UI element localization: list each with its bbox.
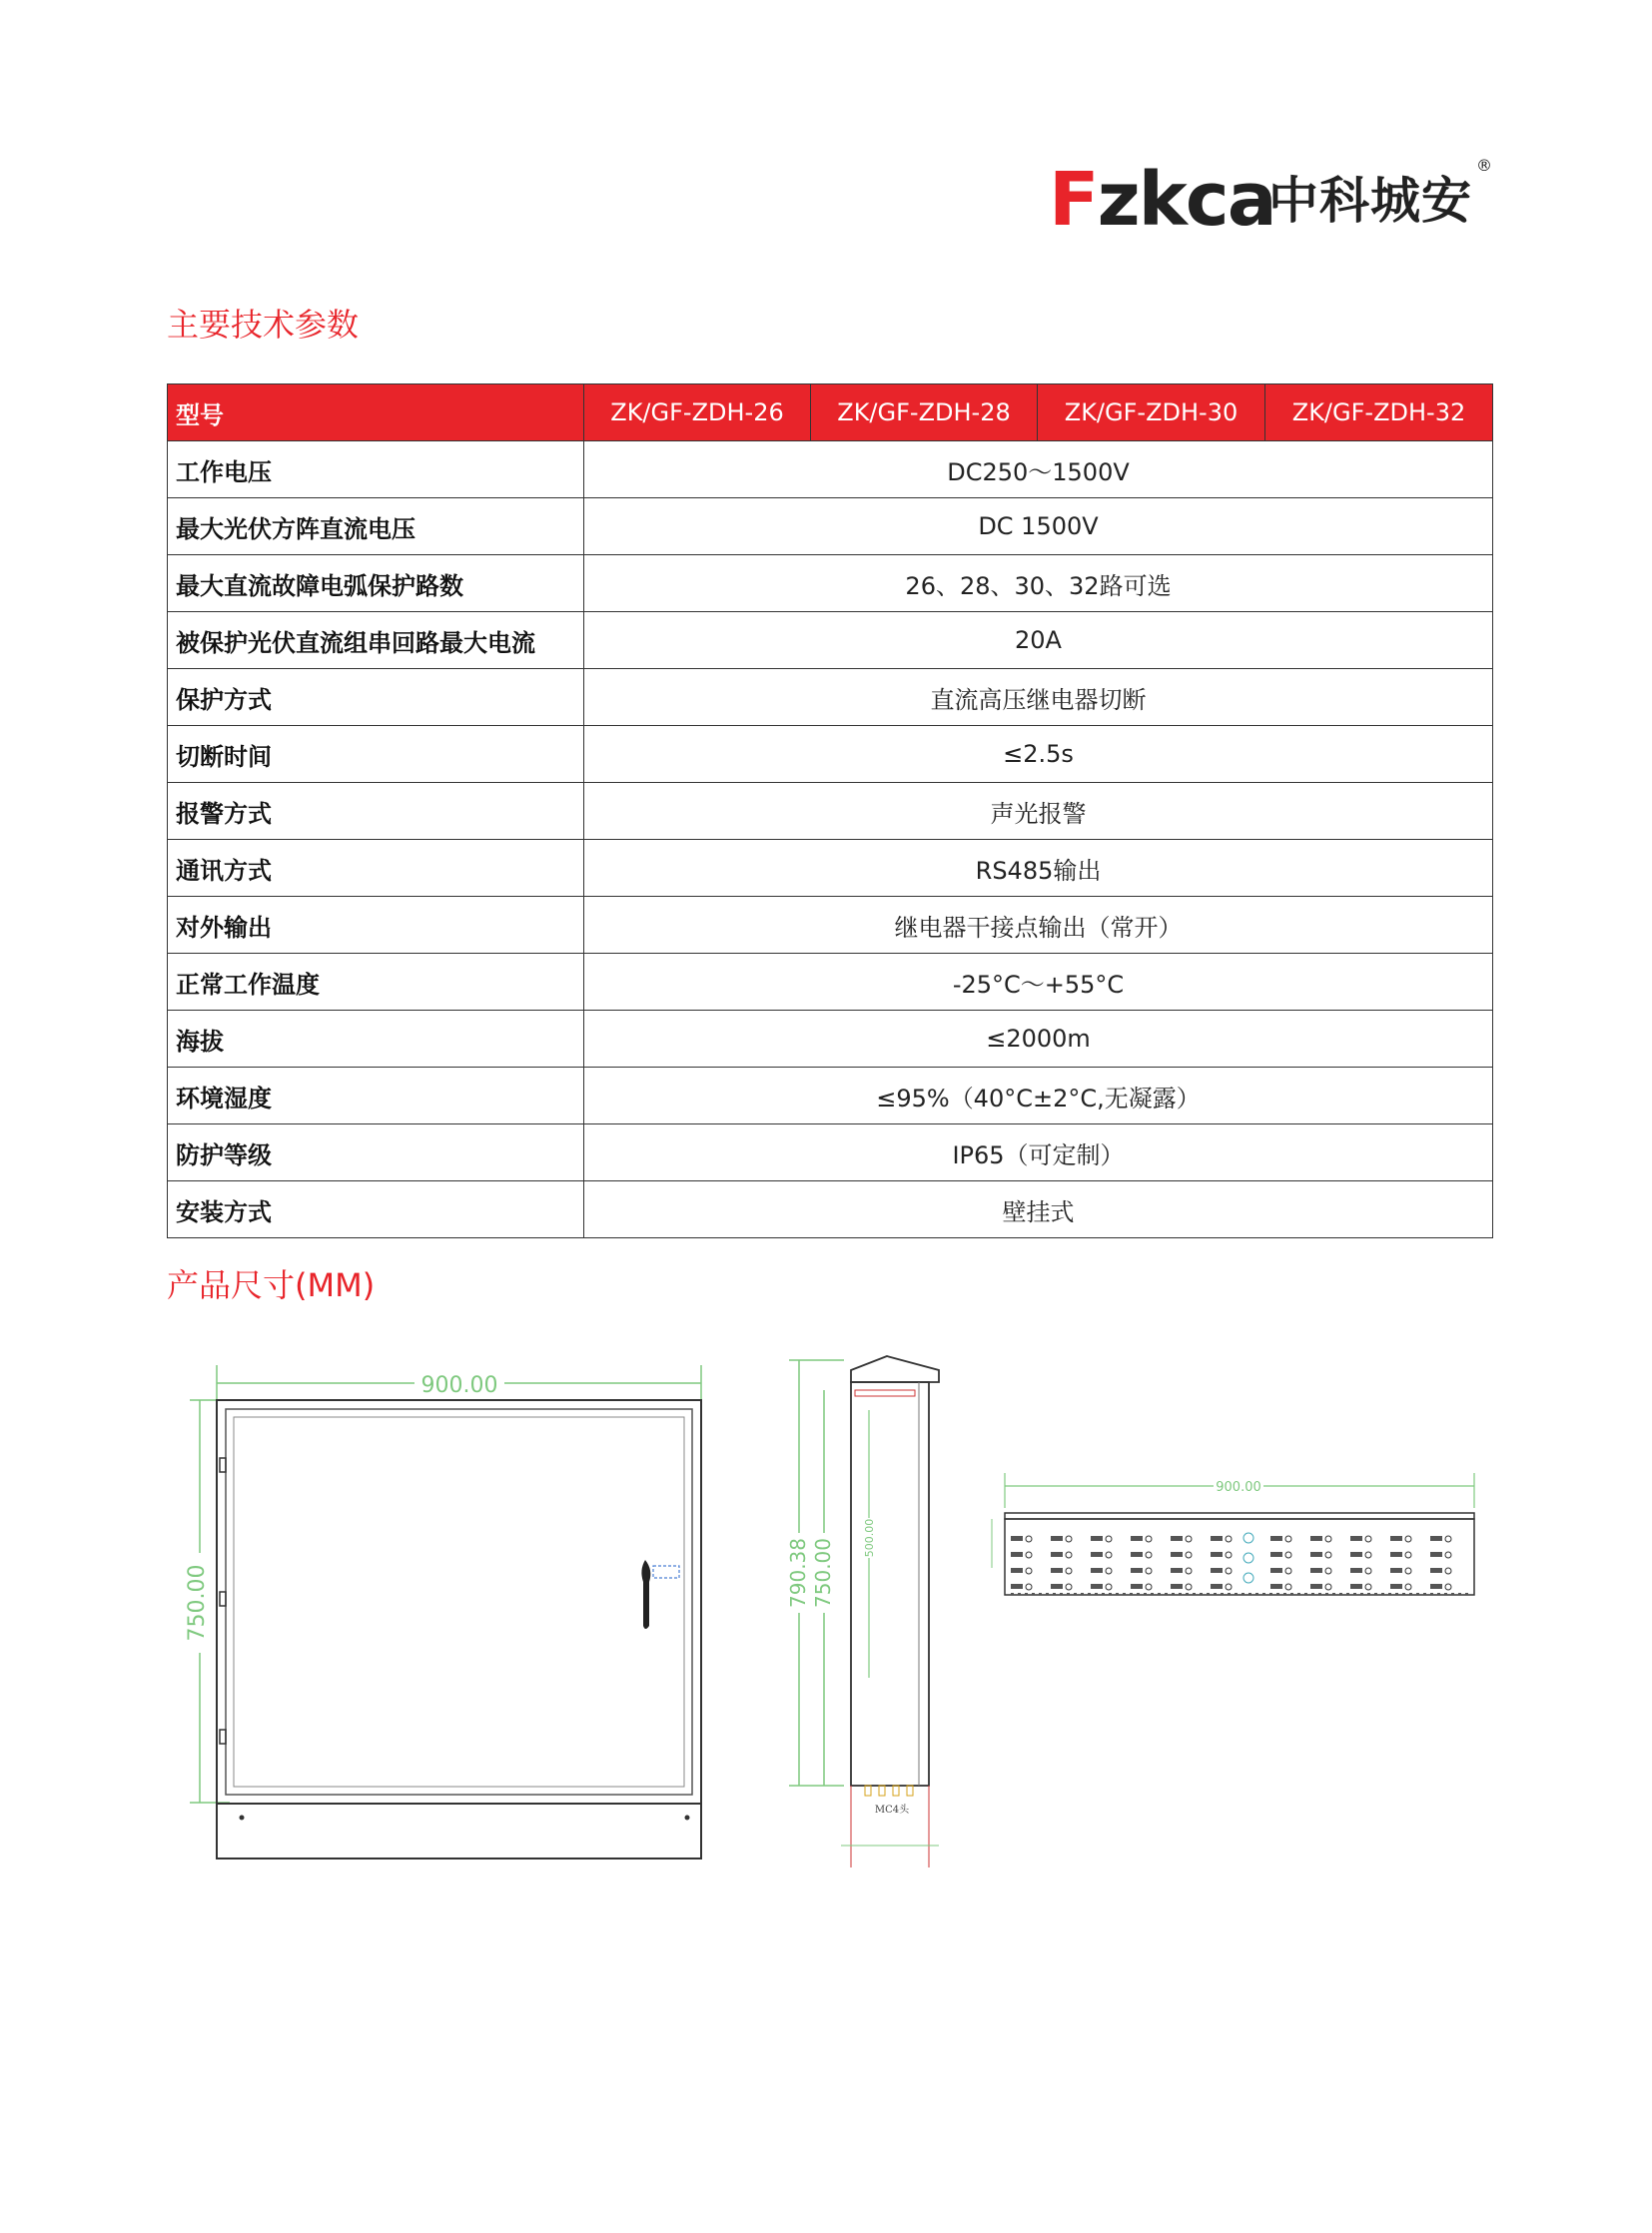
side-view: [786, 1356, 939, 1867]
brand-logo-text: zkca: [1097, 157, 1275, 243]
dimensions-section-title: 产品尺寸(MM): [167, 1266, 376, 1304]
spec-table: [167, 383, 1493, 1238]
specs-section-title: 主要技术参数: [167, 306, 360, 344]
row-label: 工作电压: [168, 441, 584, 498]
row-value: DC250～1500V: [584, 441, 1493, 498]
row-label: 海拔: [168, 1011, 584, 1068]
table-row: [168, 1124, 1493, 1181]
row-value: RS485输出: [584, 840, 1493, 897]
row-label: 环境湿度: [168, 1068, 584, 1124]
front-width-label: 900.00: [420, 1373, 498, 1398]
table-row: [168, 1011, 1493, 1068]
side-connector-label: MC4头: [874, 1805, 910, 1816]
dimension-drawings: [0, 1338, 1652, 1897]
table-row: [168, 612, 1493, 669]
mc4-connectors-icon: [865, 1786, 913, 1796]
table-row: [168, 783, 1493, 840]
row-value: ≤95%（40°C±2°C,无凝露）: [584, 1068, 1493, 1124]
row-value: 声光报警: [584, 783, 1493, 840]
row-value: 20A: [584, 612, 1493, 669]
table-row: [168, 1181, 1493, 1238]
row-value: 直流高压继电器切断: [584, 669, 1493, 726]
model-header: ZK/GF-ZDH-32: [1265, 384, 1493, 441]
side-total-label: 790.38: [786, 1538, 810, 1608]
front-view: [185, 1365, 701, 1859]
row-label: 报警方式: [168, 783, 584, 840]
row-label: 防护等级: [168, 1124, 584, 1181]
side-inner-label: 500.00: [863, 1518, 876, 1558]
row-value: 26、28、30、32路可选: [584, 555, 1493, 612]
header-label: 型号: [168, 384, 584, 441]
row-label: 被保护光伏直流组串回路最大电流: [168, 612, 584, 669]
bottom-view: [992, 1473, 1474, 1595]
model-header: ZK/GF-ZDH-28: [811, 384, 1038, 441]
brand-logo: [1049, 156, 1492, 243]
row-label: 最大光伏方阵直流电压: [168, 498, 584, 555]
row-label: 最大直流故障电弧保护路数: [168, 555, 584, 612]
row-label: 对外输出: [168, 897, 584, 954]
table-row: [168, 897, 1493, 954]
registered-mark: ®: [1476, 156, 1492, 175]
model-header: ZK/GF-ZDH-30: [1038, 384, 1265, 441]
row-label: 切断时间: [168, 726, 584, 783]
spec-table-header: [168, 384, 1493, 441]
side-body-label: 750.00: [811, 1538, 835, 1608]
row-value: IP65（可定制）: [584, 1124, 1493, 1181]
row-value: ≤2.5s: [584, 726, 1493, 783]
table-row: [168, 669, 1493, 726]
table-row: [168, 441, 1493, 498]
brand-logo-prefix: F: [1049, 157, 1098, 243]
bottom-width-label: 900.00: [1216, 1480, 1261, 1495]
model-header: ZK/GF-ZDH-26: [584, 384, 811, 441]
row-value: 继电器干接点输出（常开）: [584, 897, 1493, 954]
row-value: DC 1500V: [584, 498, 1493, 555]
front-height-label: 750.00: [185, 1564, 210, 1642]
table-row: [168, 954, 1493, 1011]
row-value: -25°C～+55°C: [584, 954, 1493, 1011]
brand-logo-chinese: 中科城安: [1268, 172, 1472, 230]
row-label: 正常工作温度: [168, 954, 584, 1011]
row-label: 保护方式: [168, 669, 584, 726]
table-row: [168, 1068, 1493, 1124]
table-row: [168, 840, 1493, 897]
brand-logo-latin: [1049, 157, 1275, 243]
row-value: ≤2000m: [584, 1011, 1493, 1068]
row-label: 通讯方式: [168, 840, 584, 897]
door-handle-icon: [641, 1560, 679, 1629]
row-label: 安装方式: [168, 1181, 584, 1238]
table-row: [168, 555, 1493, 612]
table-row: [168, 726, 1493, 783]
row-value: 壁挂式: [584, 1181, 1493, 1238]
terminal-grid-icon: [1026, 1533, 1451, 1590]
table-row: [168, 498, 1493, 555]
